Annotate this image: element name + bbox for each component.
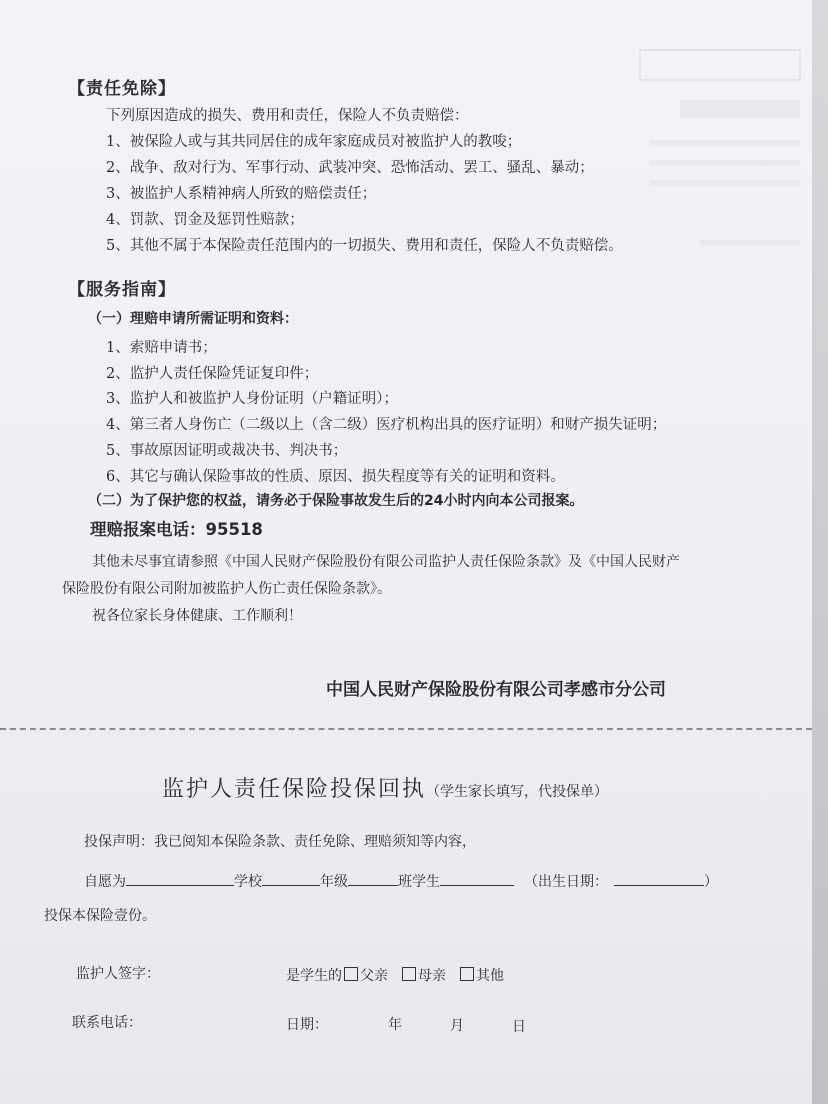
class-field[interactable] (348, 871, 398, 886)
receipt-title-note: （学生家长填写，代投保单） (426, 784, 609, 800)
exclusion-item: 1、被保险人或与其共同居住的成年家庭成员对被监护人的教唆； (106, 134, 522, 150)
background-edge (812, 0, 828, 1104)
date-label: 日期： (286, 1017, 328, 1033)
exclusion-item: 3、被监护人系精神病人所致的赔偿责任； (106, 186, 377, 202)
cut-line (0, 728, 812, 730)
relation-row (286, 965, 504, 985)
insurance-declaration: 投保声明：我已阅知本保险条款、责任免除、理赔须知等内容， (84, 834, 476, 850)
claim-hotline: 理赔报案电话：95518 (90, 520, 263, 539)
receipt-title (162, 772, 608, 803)
school-field[interactable] (126, 871, 234, 886)
exclusion-item: 2、战争、敌对行为、军事行动、武装冲突、恐怖活动、罢工、骚乱、暴动； (106, 160, 594, 176)
claim-doc-item: 4、第三者人身伤亡（二级以上（含二级）医疗机构出具的医疗证明）和财产损失证明； (106, 417, 667, 433)
guardian-signature-label: 监护人签字： (76, 966, 160, 982)
mother-label: 母亲 (418, 968, 446, 984)
claim-docs-heading: （一）理赔申请所需证明和资料： (88, 311, 298, 327)
terms-reference-line2: 保险股份有限公司附加被监护人伤亡责任保险条款》。 (62, 581, 391, 597)
birth-date-close: ） (704, 874, 718, 890)
insure-one-copy: 投保本保险壹份。 (44, 908, 156, 924)
service-heading: 【服务指南】 (68, 280, 176, 300)
class-student-label: 班学生 (398, 874, 440, 890)
mother-checkbox[interactable] (402, 967, 416, 981)
claim-doc-item: 6、其它与确认保险事故的性质、原因、损失程度等有关的证明和资料。 (106, 469, 565, 485)
school-label: 学校 (234, 874, 262, 890)
father-checkbox[interactable] (344, 967, 358, 981)
day-label: 日 (512, 1019, 526, 1035)
company-signature: 中国人民财产保险股份有限公司孝感市分公司 (326, 680, 666, 700)
claim-doc-item: 1、索赔申请书； (106, 340, 217, 356)
grade-field[interactable] (262, 871, 320, 886)
other-label: 其他 (476, 968, 504, 984)
year-label: 年 (388, 1017, 402, 1033)
terms-reference-line1: 其他未尽事宜请参照《中国人民财产保险股份有限公司监护人责任保险条款》及《中国人民财产 (92, 554, 680, 570)
claim-doc-item: 3、监护人和被监护人身份证明（户籍证明）； (106, 391, 398, 407)
claim-doc-item: 2、监护人责任保险凭证复印件； (106, 366, 319, 382)
bleed-through-icon (630, 40, 810, 300)
bleed-through-decoration (630, 40, 810, 300)
claim-doc-item: 5、事故原因证明或裁决书、判决书； (106, 443, 348, 459)
father-label: 父亲 (360, 968, 388, 984)
grade-label: 年级 (320, 874, 348, 890)
report-deadline-note: （二）为了保护您的权益，请务必于保险事故发生后的24小时内向本公司报案。 (88, 493, 584, 509)
month-label: 月 (450, 1018, 464, 1034)
exclusion-item: 4、罚款、罚金及惩罚性赔款； (106, 212, 304, 228)
exclusion-item: 5、其他不属于本保险责任范围内的一切损失、费用和责任，保险人不负责赔偿。 (106, 238, 623, 254)
student-name-field[interactable] (440, 871, 514, 886)
closing-wishes: 祝各位家长身体健康、工作顺利！ (92, 608, 302, 624)
relation-prefix: 是学生的 (286, 968, 342, 984)
exclusions-heading: 【责任免除】 (68, 79, 176, 99)
receipt-title-text: 监护人责任保险投保回执 (162, 777, 427, 802)
birth-date-label: （出生日期： (524, 874, 608, 890)
voluntary-label: 自愿为 (84, 874, 126, 890)
other-checkbox[interactable] (460, 967, 474, 981)
birth-date-field[interactable] (614, 871, 704, 886)
exclusions-intro: 下列原因造成的损失、费用和责任，保险人不负责赔偿： (106, 108, 469, 124)
contact-phone-label: 联系电话： (72, 1015, 142, 1031)
enrollment-row (84, 871, 718, 891)
